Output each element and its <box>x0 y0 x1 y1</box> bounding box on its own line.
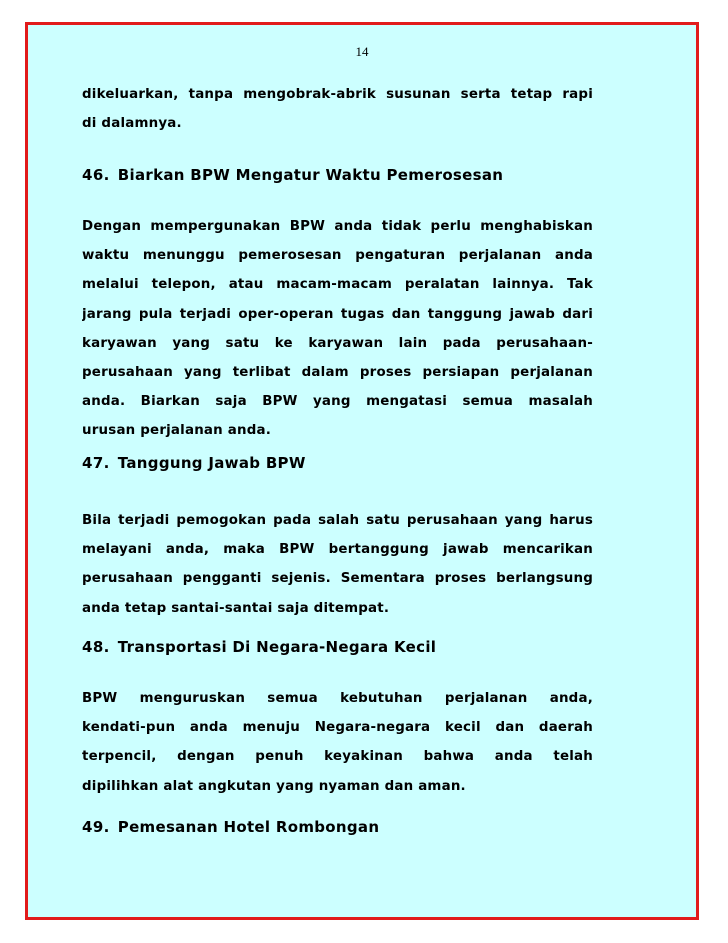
paragraph-line: jarang pula terjadi oper-operan tugas dan tanggung jawab dari <box>82 306 593 322</box>
section-number: 47. <box>82 454 110 472</box>
section-paragraph-46 <box>82 212 593 446</box>
section-heading-49 <box>82 818 622 836</box>
paragraph-line: urusan perjalanan anda. <box>82 423 272 439</box>
section-paragraph-47 <box>82 506 593 623</box>
section-title: Biarkan BPW Mengatur Waktu Pemerosesan <box>117 166 504 184</box>
section-title: Transportasi Di Negara-Negara Kecil <box>117 638 437 656</box>
paragraph-line: BPW menguruskan semua kebutuhan perjalanan anda, <box>82 691 593 706</box>
paragraph-line: Dengan mempergunakan BPW anda tidak perlu menghabiskan <box>82 219 593 234</box>
paragraph-line: terpencil, dengan penuh keyakinan bahwa anda telah <box>82 749 593 765</box>
section-heading-46 <box>82 166 622 184</box>
section-heading-47 <box>82 454 622 472</box>
paragraph-line: melayani anda, maka BPW bertanggung jawab mencarikan <box>82 542 593 558</box>
page-number: 14 <box>355 44 369 59</box>
section-number: 49. <box>82 818 110 836</box>
paragraph-line: di dalamnya. <box>82 116 182 132</box>
paragraph-line: dipilihkan alat angkutan yang nyaman dan aman. <box>82 778 466 794</box>
paragraph-line: anda. Biarkan saja BPW yang mengatasi semua masalah <box>82 394 593 410</box>
section-title: Tanggung Jawab BPW <box>117 454 306 472</box>
paragraph-line: waktu menunggu pemerosesan pengaturan perjalanan anda <box>82 248 593 264</box>
paragraph-line: melalui telepon, atau macam-macam peralatan lainnya. Tak <box>82 277 593 293</box>
paragraph-line: perusahaan pengganti sejenis. Sementara proses berlangsung <box>82 571 593 587</box>
section-number: 46. <box>82 166 110 184</box>
paragraph-line: perusahaan yang terlibat dalam proses persiapan perjalanan <box>82 364 593 380</box>
section-title: Pemesanan Hotel Rombongan <box>117 818 380 836</box>
section-number: 48. <box>82 638 110 656</box>
section-heading-48 <box>82 638 622 656</box>
intro-paragraph <box>82 80 593 138</box>
paragraph-line: karyawan yang satu ke karyawan lain pada perusahaan- <box>82 335 593 351</box>
paragraph-line: dikeluarkan, tanpa mengobrak-abrik susunan serta tetap rapi <box>82 87 593 102</box>
paragraph-line: Bila terjadi pemogokan pada salah satu perusahaan yang harus <box>82 513 593 528</box>
section-paragraph-48 <box>82 684 593 801</box>
paragraph-line: kendati-pun anda menuju Negara-negara kecil dan daerah <box>82 720 593 736</box>
paragraph-line: anda tetap santai-santai saja ditempat. <box>82 600 390 616</box>
